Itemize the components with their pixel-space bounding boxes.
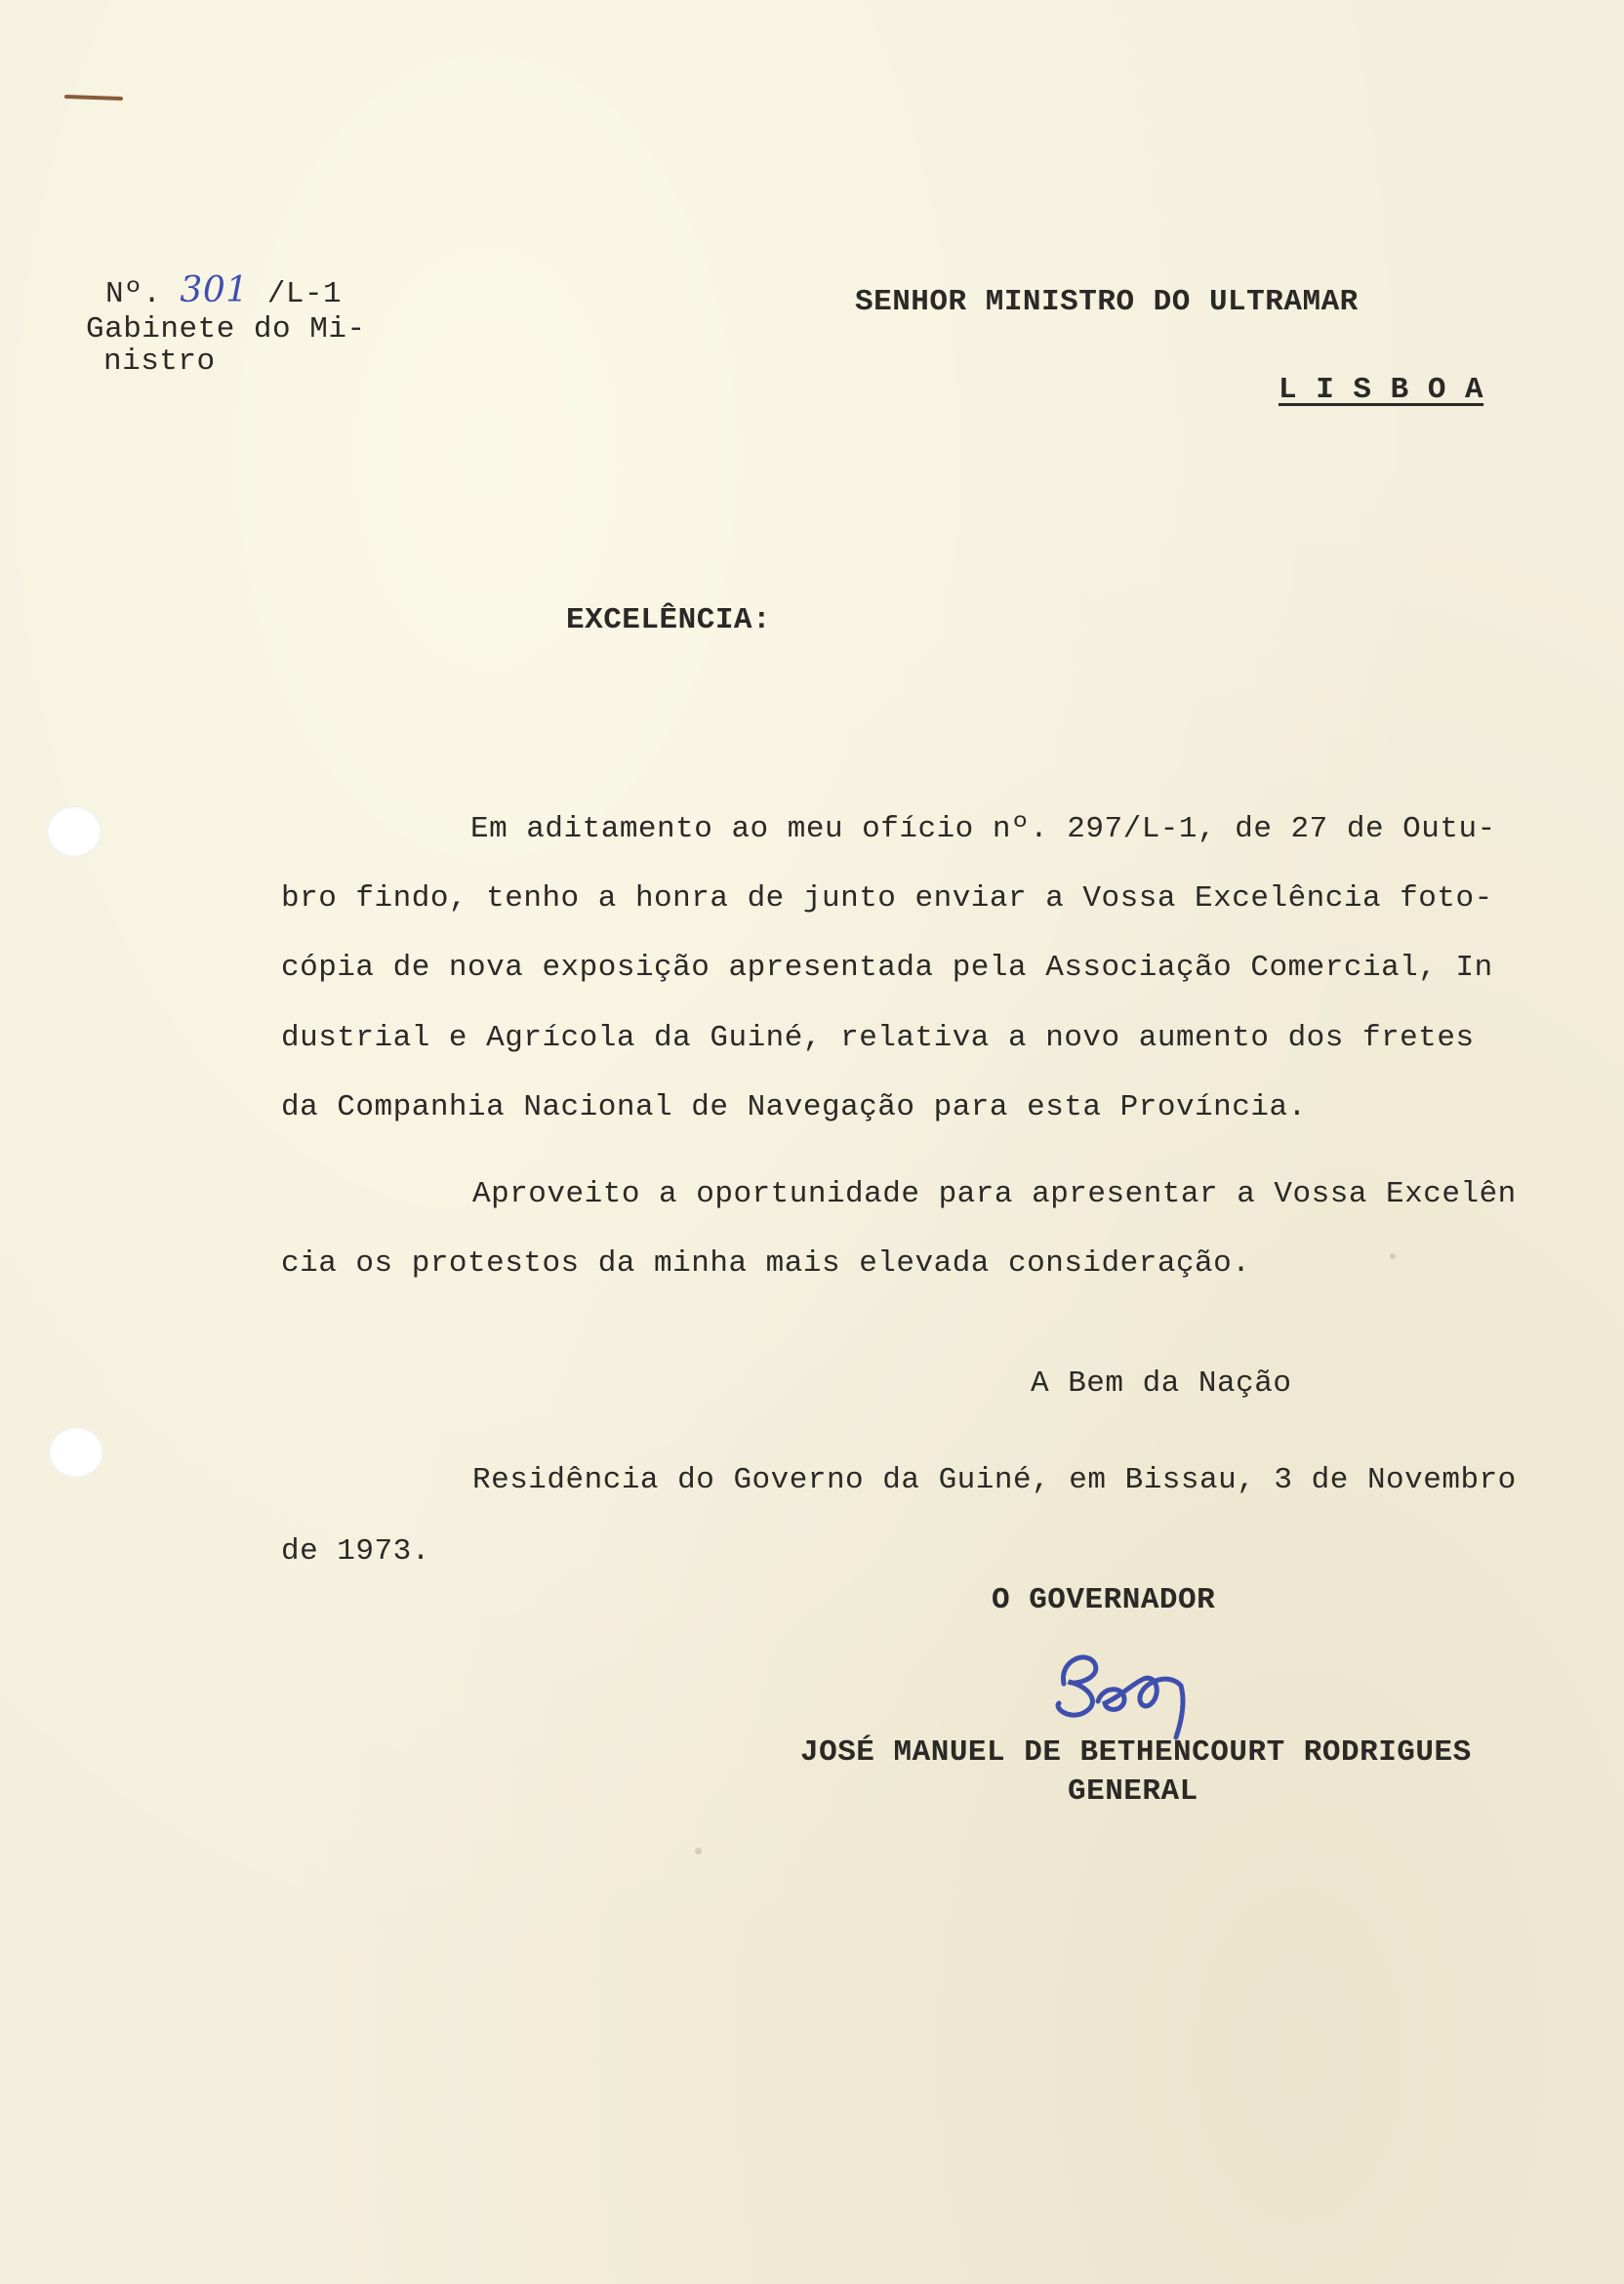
punch-hole	[49, 1427, 103, 1478]
reference-number-line	[105, 270, 343, 311]
signatory-rank: GENERAL	[1068, 1774, 1198, 1809]
place-date-line: Residência do Governo da Guiné, em Bissau, 3 de Novembro	[472, 1463, 1517, 1497]
signatory-title: O GOVERNADOR	[992, 1583, 1216, 1617]
body-line: da Companhia Nacional de Navegação para esta Província.	[281, 1090, 1307, 1124]
handwritten-signature	[1035, 1625, 1230, 1752]
place-date-line: de 1973.	[281, 1534, 430, 1569]
body-line: Em aditamento ao meu ofício nº. 297/L-1, de 27 de Outu-	[470, 812, 1496, 846]
reference-suffix: /L-1	[266, 277, 343, 311]
reference-prefix: Nº.	[105, 277, 162, 311]
body-line: dustrial e Agrícola da Guiné, relativa a novo aumento dos fretes	[281, 1021, 1475, 1055]
salutation: EXCELÊNCIA:	[566, 603, 772, 637]
body-line: Aproveito a oportunidade para apresentar a Vossa Excelên	[472, 1177, 1517, 1211]
office-line-2: nistro	[103, 345, 216, 379]
office-line-1: Gabinete do Mi-	[86, 312, 366, 347]
recipient: SENHOR MINISTRO DO ULTRAMAR	[855, 285, 1359, 319]
body-line: bro findo, tenho a honra de junto enviar a Vossa Excelência foto-	[281, 881, 1493, 916]
body-line: cia os protestos da minha mais elevada consideração.	[281, 1246, 1251, 1281]
punch-hole	[47, 806, 102, 857]
paper-mark	[64, 95, 123, 101]
paper-spot	[695, 1848, 702, 1855]
recipient-city: L I S B O A	[1279, 373, 1484, 407]
body-line: cópia de nova exposição apresentada pela Associação Comercial, In	[281, 951, 1493, 985]
signatory-name: JOSÉ MANUEL DE BETHENCOURT RODRIGUES	[800, 1735, 1472, 1770]
paper-spot	[1390, 1253, 1396, 1259]
closing-motto: A Bem da Nação	[1031, 1366, 1292, 1401]
reference-number-handwritten: 301	[180, 270, 249, 310]
